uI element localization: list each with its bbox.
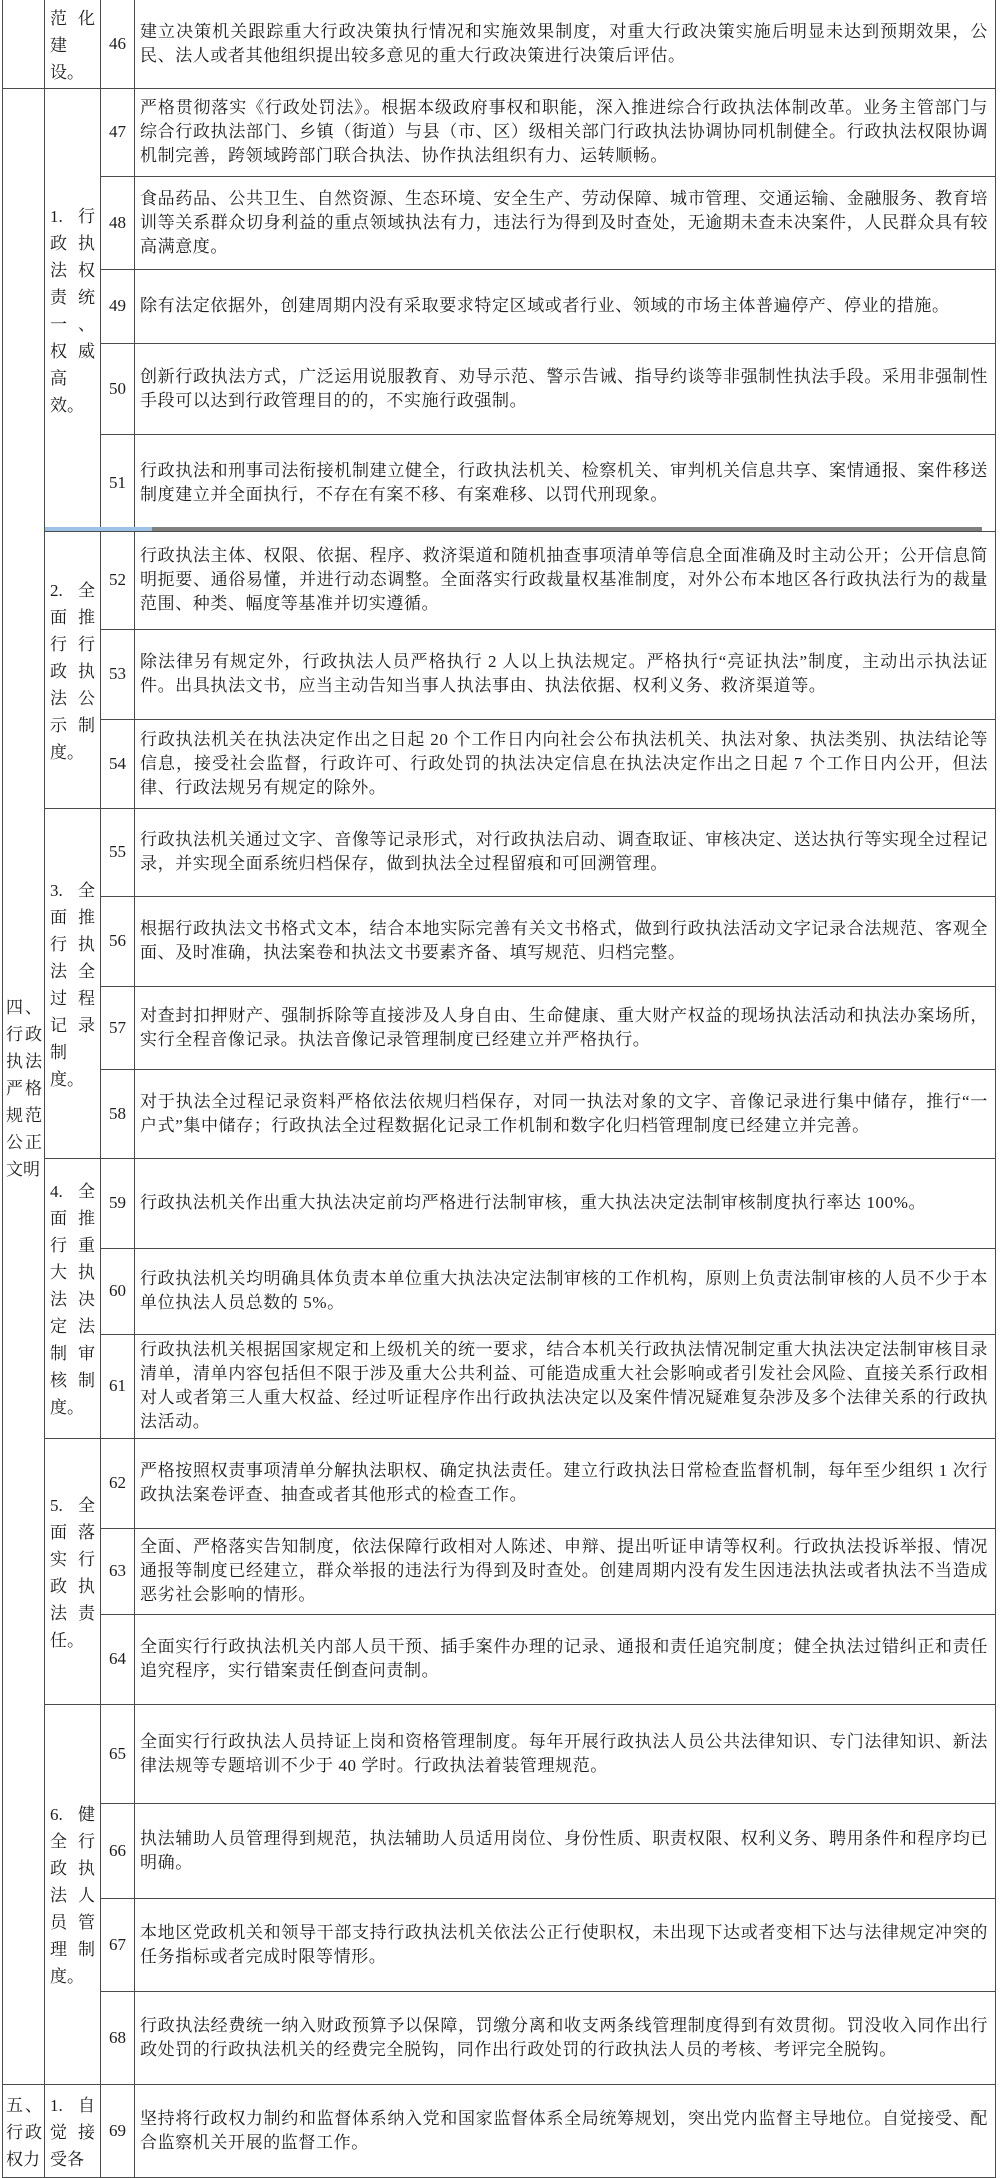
row-number-cell: 52 — [101, 531, 135, 629]
table-row — [3, 629, 996, 719]
row-number-cell: 50 — [101, 343, 135, 434]
subsection-label-cell: 1. 行政执法权责统一、权威高效。 — [45, 88, 101, 531]
row-number-cell: 60 — [101, 1248, 135, 1334]
row-number-cell: 53 — [101, 629, 135, 719]
table-row — [3, 896, 996, 986]
table-row — [3, 1898, 996, 1991]
criterion-text-cell: 全面、严格落实告知制度，依法保障行政相对人陈述、申辩、提出听证申请等权利。行政执法投诉举报、情况通报等制度已经建立，群众举报的违法行为得到及时查处。创建周期内没有发生因违法执法或者执法不当造成恶劣社会影响的情形。 — [135, 1528, 996, 1614]
table-row — [3, 88, 996, 176]
criterion-text-cell: 全面实行行政执法人员持证上岗和资格管理制度。每年开展行政执法人员公共法律知识、专门法律知识、新法律法规等专题培训不少于 40 学时。行政执法着装管理规范。 — [135, 1704, 996, 1803]
row-number-cell: 61 — [101, 1334, 135, 1438]
criterion-text-cell: 严格贯彻落实《行政处罚法》。根据本级政府事权和职能，深入推进综合行政执法体制改革。业务主管部门与综合行政执法部门、乡镇（街道）与县（市、区）级相关部门行政执法协调协同机制健全。行政执法权限协调机制完善，跨领域跨部门联合执法、协作执法组织有力、运转顺畅。 — [135, 88, 996, 176]
criterion-text-cell: 行政执法主体、权限、依据、程序、救济渠道和随机抽查事项清单等信息全面准确及时主动公开；公开信息简明扼要、通俗易懂，并进行动态调整。全面落实行政裁量权基准制度，对外公布本地区各行政执法行为的裁量范围、种类、幅度等基准并切实遵循。 — [135, 531, 996, 629]
criterion-text-cell: 对查封扣押财产、强制拆除等直接涉及人身自由、生命健康、重大财产权益的现场执法活动和执法办案场所，实行全程音像记录。执法音像记录管理制度已经建立并严格执行。 — [135, 986, 996, 1069]
criterion-text-cell: 除有法定依据外，创建周期内没有采取要求特定区域或者行业、领域的市场主体普遍停产、停业的措施。 — [135, 269, 996, 343]
table-row — [3, 343, 996, 434]
table-row — [3, 808, 996, 896]
row-number-cell: 68 — [101, 1991, 135, 2084]
criterion-text-cell: 行政执法经费统一纳入财政预算予以保障，罚缴分离和收支两条线管理制度得到有效贯彻。罚没收入同作出行政处罚的行政执法机关的经费完全脱钩，同作出行政处罚的行政执法人员的考核、考评完全脱钩。 — [135, 1991, 996, 2084]
table-row — [3, 1069, 996, 1158]
table-row — [3, 1528, 996, 1614]
subsection-label-cell: 4. 全面推行重大执法决定法制审核制度。 — [45, 1158, 101, 1438]
row-number-cell: 55 — [101, 808, 135, 896]
table-row — [3, 531, 996, 629]
row-number-cell: 47 — [101, 88, 135, 176]
subsection-label-cell: 2. 全面推行行政执法公示制度。 — [45, 531, 101, 808]
row-number-cell: 57 — [101, 986, 135, 1069]
criterion-text-cell: 全面实行行政执法机关内部人员干预、插手案件办理的记录、通报和责任追究制度；健全执法过错纠正和责任追究程序，实行错案责任倒查问责制。 — [135, 1614, 996, 1704]
row-number-cell: 69 — [101, 2084, 135, 2177]
row-number-cell: 67 — [101, 1898, 135, 1991]
table-row — [3, 269, 996, 343]
criterion-text-cell: 行政执法机关均明确具体负责本单位重大执法决定法制审核的工作机构，原则上负责法制审核的人员不少于本单位执法人员总数的 5%。 — [135, 1248, 996, 1334]
row-number-cell: 48 — [101, 176, 135, 269]
criterion-text-cell: 行政执法机关在执法决定作出之日起 20 个工作日内向社会公布执法机关、执法对象、执法类别、执法结论等信息，接受社会监督，行政许可、行政处罚的执法决定信息在执法决定作出之日起 7 个工作日内公开，但法律、行政法规另有规定的除外。 — [135, 719, 996, 808]
criterion-text-cell: 建立决策机关跟踪重大行政决策执行情况和实施效果制度，对重大行政决策实施后明显未达到预期效果，公民、法人或者其他组织提出较多意见的重大行政决策进行决策后评估。 — [135, 0, 996, 88]
row-number-cell: 49 — [101, 269, 135, 343]
subsection-label-cell: 6. 健全行政执法人员管理制度。 — [45, 1704, 101, 2084]
table-row — [3, 1158, 996, 1248]
row-number-cell: 56 — [101, 896, 135, 986]
table-row — [3, 1803, 996, 1898]
criterion-text-cell: 根据行政执法文书格式文本，结合本地实际完善有关文书格式，做到行政执法活动文字记录合法规范、客观全面、及时准确，执法案卷和执法文书要素齐备、填写规范、归档完整。 — [135, 896, 996, 986]
criterion-text-cell: 执法辅助人员管理得到规范，执法辅助人员适用岗位、身份性质、职责权限、权利义务、聘用条件和程序均已明确。 — [135, 1803, 996, 1898]
row-number-cell: 62 — [101, 1438, 135, 1528]
table-row — [3, 176, 996, 269]
criterion-text-cell: 严格按照权责事项清单分解执法职权、确定执法责任。建立行政执法日常检查监督机制，每年至少组织 1 次行政执法案卷评查、抽查或者其他形式的检查工作。 — [135, 1438, 996, 1528]
criterion-text-cell: 行政执法和刑事司法衔接机制建立健全，行政执法机关、检察机关、审判机关信息共享、案情通报、案件移送制度建立并全面执行，不存在有案不移、有案难移、以罚代刑现象。 — [135, 434, 996, 531]
criterion-text-cell: 除法律另有规定外，行政执法人员严格执行 2 人以上执法规定。严格执行“亮证执法”制度，主动出示执法证件。出具执法文书，应当主动告知当事人执法事由、执法依据、权利义务、救济渠道等。 — [135, 629, 996, 719]
criterion-text-cell: 行政执法机关根据国家规定和上级机关的统一要求，结合本机关行政执法情况制定重大执法决定法制审核目录清单，清单内容包括但不限于涉及重大公共利益、可能造成重大社会影响或者引发社会风险、直接关系行政相对人或者第三人重大权益、经过听证程序作出行政执法决定以及案件情况疑难复杂涉及多个法律关系的行政执法活动。 — [135, 1334, 996, 1438]
criterion-text-cell: 行政执法机关通过文字、音像等记录形式，对行政执法启动、调查取证、审核决定、送达执行等实现全过程记录，并实现全面系统归档保存，做到执法全过程留痕和可回溯管理。 — [135, 808, 996, 896]
table-row — [3, 1248, 996, 1334]
subsection-label-cell: 1. 自觉接受各 — [45, 2084, 101, 2177]
table-row — [3, 1438, 996, 1528]
criterion-text-cell: 本地区党政机关和领导干部支持行政执法机关依法公正行使职权，未出现下达或者变相下达与法律规定冲突的任务指标或者完成时限等情形。 — [135, 1898, 996, 1991]
page-break-divider-gray — [152, 527, 982, 531]
row-number-cell: 64 — [101, 1614, 135, 1704]
table-row — [3, 1704, 996, 1803]
table-row — [3, 1991, 996, 2084]
subsection-label-cell: 5. 全面落实行政执法责任。 — [45, 1438, 101, 1704]
table-row — [3, 0, 996, 88]
table-row — [3, 2084, 996, 2177]
row-number-cell: 46 — [101, 0, 135, 88]
row-number-cell: 59 — [101, 1158, 135, 1248]
table-row — [3, 986, 996, 1069]
row-number-cell: 51 — [101, 434, 135, 531]
table-row — [3, 1614, 996, 1704]
criterion-text-cell: 对于执法全过程记录资料严格依法依规归档保存，对同一执法对象的文字、音像记录进行集中储存，推行“一户式”集中储存；行政执法全过程数据化记录工作机制和数字化归档管理制度已经建立并完善。 — [135, 1069, 996, 1158]
subsection-label-cell: 3. 全面推行执法全过程记录制度。 — [45, 808, 101, 1158]
row-number-cell: 54 — [101, 719, 135, 808]
table-row — [3, 434, 996, 531]
table-row — [3, 1334, 996, 1438]
table-row — [3, 719, 996, 808]
section-cell-empty — [3, 0, 45, 88]
row-number-cell: 66 — [101, 1803, 135, 1898]
criterion-text-cell: 食品药品、公共卫生、自然资源、生态环境、安全生产、劳动保障、城市管理、交通运输、金融服务、教育培训等关系群众切身利益的重点领域执法有力，违法行为得到及时查处，无逾期未查未决案件，人民群众具有较高满意度。 — [135, 176, 996, 269]
section-label-cell: 四、行政执法严格规范公正文明 — [3, 88, 45, 2084]
row-number-cell: 63 — [101, 1528, 135, 1614]
row-number-cell: 58 — [101, 1069, 135, 1158]
assessment-criteria-table — [2, 0, 996, 2178]
criterion-text-cell: 坚持将行政权力制约和监督体系纳入党和国家监督体系全局统筹规划，突出党内监督主导地位。自觉接受、配合监察机关开展的监督工作。 — [135, 2084, 996, 2177]
criterion-text-cell: 行政执法机关作出重大执法决定前均严格进行法制审核，重大执法决定法制审核制度执行率达 100%。 — [135, 1158, 996, 1248]
criterion-text-cell: 创新行政执法方式，广泛运用说服教育、劝导示范、警示告诫、指导约谈等非强制性执法手段。采用非强制性手段可以达到行政管理目的的，不实施行政强制。 — [135, 343, 996, 434]
section-label-cell: 五、行政权力 — [3, 2084, 45, 2177]
subsection-label-cell: 范化建设。 — [45, 0, 101, 88]
page-break-divider-blue — [45, 527, 152, 531]
row-number-cell: 65 — [101, 1704, 135, 1803]
